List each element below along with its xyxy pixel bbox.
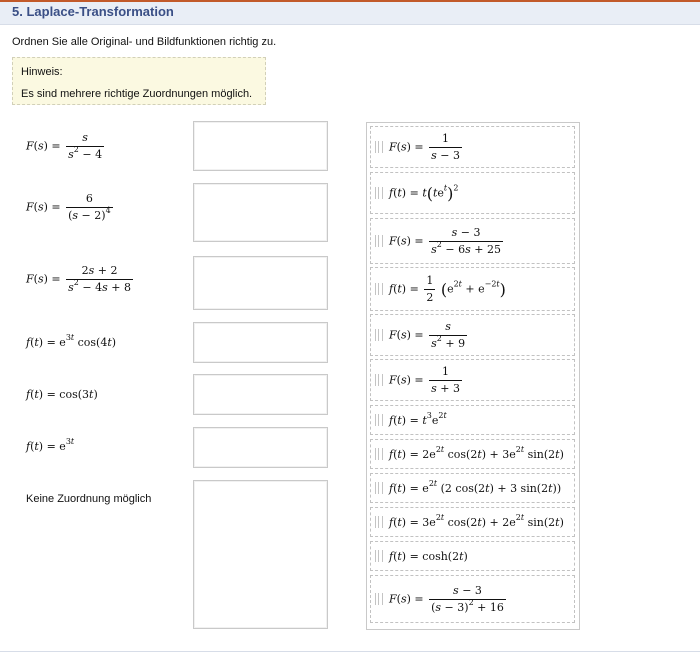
drag-handle-icon[interactable] (375, 550, 383, 562)
drop-zone-3[interactable] (193, 256, 328, 310)
drag-handle-icon[interactable] (375, 448, 383, 460)
drop-zone-4[interactable] (193, 322, 328, 363)
drag-handle-icon[interactable] (375, 329, 383, 341)
answer-card-3[interactable]: F(s) = $\frac{s - 3}{s^2 - 6s + 25}$ (370, 218, 575, 264)
left-item-2: F(s) = $\frac{6}{(s - 2)^4}$ (26, 192, 111, 222)
left-item-4: $f(t) = e^{3t}$ cos(4t) (26, 333, 117, 349)
answer-card-8[interactable]: $f(t) = 2e^{2t}$ $\cos(2t) + 3e^{2t}$ sin(2t) (370, 439, 575, 469)
drag-handle-icon[interactable] (375, 482, 383, 494)
answer-card-12[interactable]: F(s) = $\frac{s - 3}{(s - 3)^2 + 16}$ (370, 575, 575, 623)
left-item-3: F(s) = $\frac{2s + 2}{s^2 - 4s + 8}$ (26, 264, 131, 294)
answer-card-10[interactable]: $f(t) = 3e^{2t}$ $\cos(2t) + 2e^{2t}$ sin(2t) (370, 507, 575, 537)
drop-zone-7[interactable] (193, 480, 328, 629)
answer-card-1[interactable]: F(s) = $\frac{1}{s - 3}$ (370, 126, 575, 168)
answer-card-11[interactable]: f(t) = cosh(2t) (370, 541, 575, 571)
drag-handle-icon[interactable] (375, 283, 383, 295)
instruction-text: Ordnen Sie alle Original- und Bildfunktionen richtig zu. (12, 36, 277, 48)
drag-handle-icon[interactable] (375, 516, 383, 528)
left-item-no-match: Keine Zuordnung möglich (26, 493, 152, 505)
hint-box (12, 57, 266, 105)
drag-handle-icon[interactable] (375, 414, 383, 426)
left-item-5: f(t) = cos(3t) (26, 388, 98, 401)
drag-handle-icon[interactable] (375, 141, 383, 153)
answer-card-5[interactable]: F(s) = $\frac{s}{s^2 + 9}$ (370, 314, 575, 356)
left-item-6: $f(t) = e^{3t}$ (26, 437, 75, 453)
bottom-divider (0, 651, 700, 652)
drag-handle-icon[interactable] (375, 593, 383, 605)
answer-card-9[interactable]: $f(t) = e^{2t}$ (2 cos(2t) + 3 sin(2t)) (370, 473, 575, 503)
answer-card-4[interactable]: f(t) = $\frac{1}{2}$ $(e^{2t} + e^{-2t})$ (370, 267, 575, 311)
answer-card-7[interactable]: $f(t) = t^3e^{2t}$ (370, 405, 575, 435)
drag-handle-icon[interactable] (375, 187, 383, 199)
left-item-1: F(s) = $\frac{s}{s^2 - 4}$ (26, 131, 103, 161)
hint-text: Es sind mehrere richtige Zuordnungen möglich. (21, 88, 253, 100)
question-header (0, 2, 700, 25)
drag-handle-icon[interactable] (375, 235, 383, 247)
drop-zone-6[interactable] (193, 427, 328, 468)
drag-handle-icon[interactable] (375, 374, 383, 386)
hint-title: Hinweis: (21, 66, 63, 78)
answer-card-2[interactable]: $f(t) = t(te^t)^2$ (370, 172, 575, 214)
question-title: 5. Laplace-Transformation (12, 4, 174, 19)
drop-zone-2[interactable] (193, 183, 328, 242)
drop-zone-1[interactable] (193, 121, 328, 171)
drop-zone-5[interactable] (193, 374, 328, 415)
answer-card-6[interactable]: F(s) = $\frac{1}{s + 3}$ (370, 359, 575, 401)
